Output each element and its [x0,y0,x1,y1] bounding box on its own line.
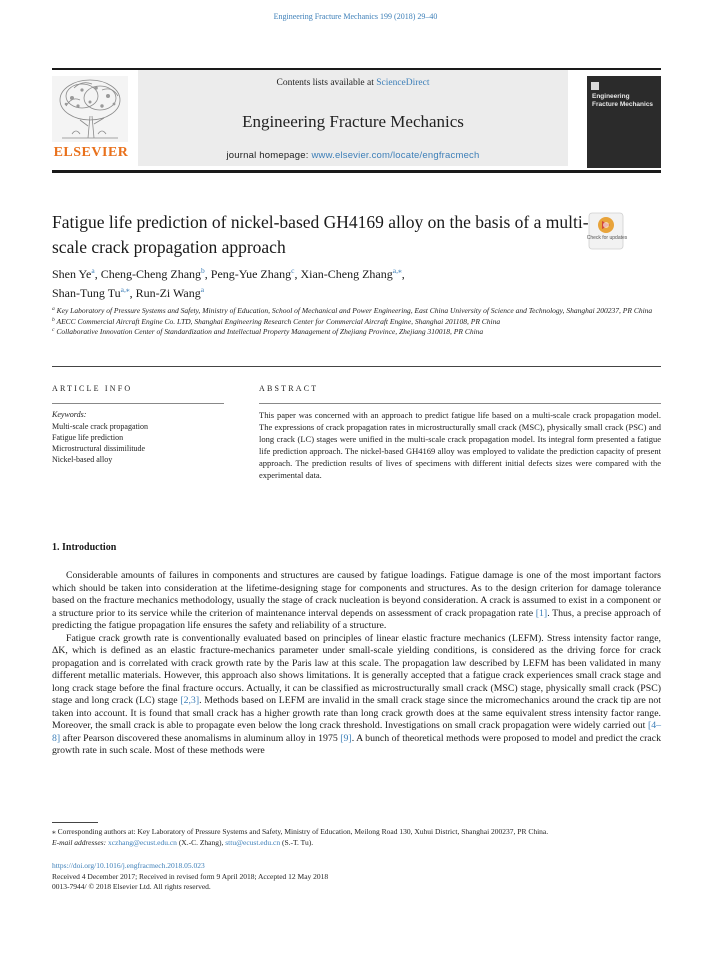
section-separator [52,366,661,367]
email-link[interactable]: sttu@ecust.edu.cn [225,837,281,847]
contents-line [138,78,568,88]
citation-link[interactable]: [9] [340,732,352,744]
abstract-rule [259,403,661,404]
author[interactable]: Run-Zi Wang$^a$ [135,285,205,300]
sciencedirect-link[interactable]: ScienceDirect [376,78,430,88]
introduction-heading: 1. Introduction [52,542,117,553]
article-info-rule [52,403,224,404]
citation-link[interactable]: [1] [535,607,548,619]
keywords-label: Keywords: [52,410,87,419]
author[interactable]: Cheng-Cheng Zhang$^b$ [100,266,205,281]
contents-prefix: Contents lists available at [276,78,374,88]
footnote-rule [52,822,98,823]
check-for-updates-icon[interactable] [588,212,624,250]
affiliations [52,306,662,338]
author[interactable]: Shen Ye$^a$ [52,266,95,281]
cover-emblem [591,82,599,90]
keyword-item: Fatigue life prediction [52,433,124,442]
keywords-list [52,421,232,465]
affiliation-item: $^c$ Collaborative Innovation Center of Standardization and Intellectual Property Management of Zhejiang Province, Zhejiang 310018, PR China [52,327,484,336]
cover-title: Engineering Fracture Mechanics [592,93,654,108]
citation-link[interactable]: [2,3] [180,695,200,706]
received-dates: Received 4 December 2017; Received in revised form 9 April 2018; Accepted 12 May 2018 [52,871,329,881]
paragraph: Considerable amounts of failures in components and structures are caused by fatigue loadings. Fatigue damage is one of the most important factors which should be taken into consideration at the lifetime-designing stage for components and structures. As to the design criterion for damage tolerance based on the fracture mechanics methodology, usually the stage of crack nucleation is beyond consideration. A crack is assumed to exist in a component or a structure prior to its service while the criterion of maintenance interval depends on assessment of crack propagation rate [1]. Thus, a precise approach of predicting the fatigue propagation life ensures the safety and reliability of a structure. [52,570,661,631]
article-title: Fatigue life prediction of nickel-based GH4169 alloy on the basis of a multi-scale crack propagation approach [52,212,589,257]
homepage-link[interactable]: www.elsevier.com/locate/engfracmech [311,150,480,161]
doi-link[interactable]: https://doi.org/10.1016/j.engfracmech.2018.05.023 [52,861,205,870]
affiliation-item: $^b$ AECC Commercial Aircraft Engine Co. LTD, Shanghai Engineering Research Center for Commercial Aircraft Engine, Shanghai 201108, PR China [52,316,501,326]
author[interactable]: Peng-Yue Zhang$^c$ [210,266,295,281]
keyword-item: Multi-scale crack propagation [52,422,148,431]
citation-link[interactable]: [4–8] [52,720,661,744]
homepage-label: journal homepage: [226,150,309,161]
abstract-text: This paper was concerned with an approach to predict fatigue life based on a multi-scale crack propagation model. The expressions of crack propagation rates in microstructurally small crack (MSC), physically small crack (PSC) and long crack (LC) stages were unified in the multi-scale crack propagation model. Its integral form presented a fatigue life prediction approach. The nickel-based GH4169 alloy was employed to validate the prediction capacity of present approach. The prediction results of lives of specimens with different initial defects sizes were compared with the experimental data. [259,410,661,480]
author[interactable]: Shan-Tung $Tu^{a,⁎}$ [52,285,130,300]
header-bottom-rule [52,170,661,173]
keyword-item: Nickel-based alloy [52,455,113,464]
check-for-updates-label[interactable]: Check for updates [586,235,628,241]
author-list: Shen Ye$^a$, Cheng-Cheng Zhang$^b$, Peng-Yue Zhang$^c$, Xian-Cheng Zhang$^{a,⁎}$, Shan-Tung $Tu^{a,⁎}$, Run-Zi Wang$^a$ [52,266,405,300]
author[interactable]: Xian-Cheng Zhang$^{a,⁎}$ [300,266,402,281]
paragraph: Fatigue crack growth rate is conventionally evaluated based on principles of linear elastic fracture mechanics (LEFM). Stress intensity factor range, ΔK, which is defined as an elastic fracture-mechanics parameter under small-scale yielding conditions, is considered as the driving force for crack propagation and is correlated with crack growth rate by the Paris law at this scale. The propagation law described by LEFM has been validated in many different metallic materials. However, this approach also shows limitations. It is generally accepted that a fatigue crack experiences small crack stage and long crack stage before the final fracture occurs. Actually, it can be classified as microstructurally small crack (MSC) stage, physically small crack (PSC) stage and long crack (LC) stage [2,3]. Methods based on LEFM are invalid in the small crack stage since the micromechanics around the crack tip are not taken into account. It is found that small crack has a higher growth rate than long crack growth does at the same equivalent stress intensity factor range. Moreover, the small crack is able to propagate even below the long crack threshold. Investigations on small crack propagation were widely carried out [4–8] after Pearson discovered these anomalisms in aluminum alloy in 1975 [9]. A bunch of theoretical methods were proposed to model and predict the crack growth rate in such scale. Most of these methods were [52,632,661,756]
elsevier-wordmark: ELSEVIER [53,145,129,160]
keyword-item: Microstructural dissimilitude [52,444,146,453]
copyright-line: 0013-7944/ © 2018 Elsevier Ltd. All rights reserved. [52,882,211,891]
article-metadata [52,861,661,893]
journal-title: Engineering Fracture Mechanics [242,112,464,131]
abstract-heading: ABSTRACT [259,384,319,393]
introduction-body [52,570,661,758]
email-link[interactable]: xczhang@ecust.edu.cn [107,837,177,847]
journal-homepage [138,150,568,161]
article-info-heading: ARTICLE INFO [52,384,133,393]
elsevier-tree-logo [52,76,128,142]
corresponding-author-footnote: ⁎ Corresponding authors at: Key Laboratory of Pressure Systems and Safety, Ministry of Education, Meilong Road 130, Xuhui District, Shanghai 200237, PR China. E-mail addresses: xczhang@ecust.edu.cn (X.-C. Zhang), sttu@ecust.edu.cn (S.-T. Tu). [52,827,549,847]
affiliation-item: $^a$ Key Laboratory of Pressure Systems and Safety, Ministry of Education, School of Mechanical and Power Engineering, East China University of Science and Technology, Shanghai 200237, PR China [52,306,653,315]
journal-reference-link[interactable]: Engineering Fracture Mechanics 199 (2018) 29–40 [273,12,438,21]
